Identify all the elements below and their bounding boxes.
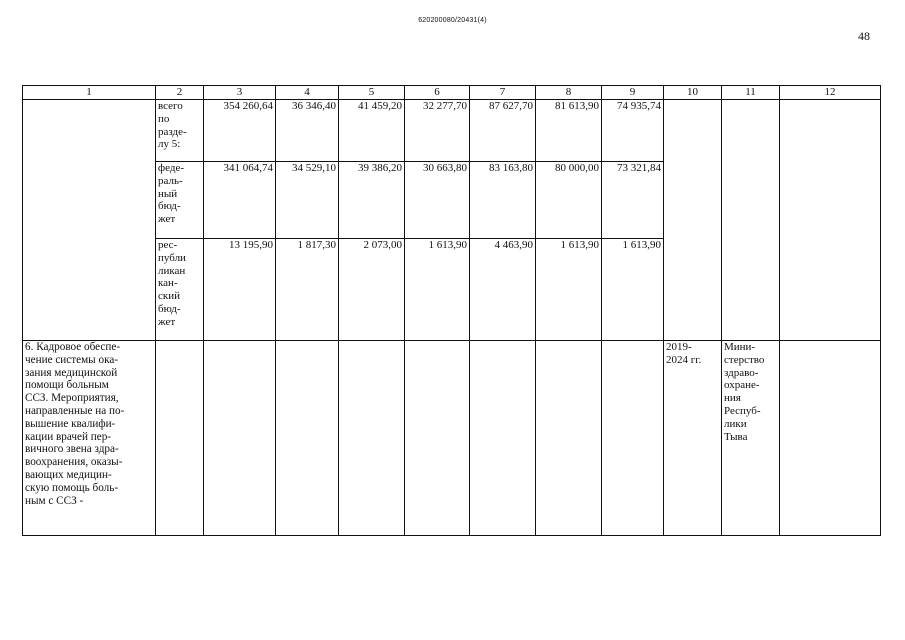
empty-cell: [722, 100, 780, 341]
value-cell: 354 260,64: [204, 100, 276, 162]
empty-cell: [664, 100, 722, 341]
implementation-period: 2019- 2024 гг.: [664, 341, 722, 536]
value-cell: 13 195,90: [204, 239, 276, 341]
value-cell: 73 321,84: [602, 162, 664, 239]
column-header: 6: [405, 86, 470, 100]
value-cell: 34 529,10: [276, 162, 339, 239]
value-cell: 341 064,74: [204, 162, 276, 239]
table-row-total: [23, 100, 881, 162]
value-cell: 36 346,40: [276, 100, 339, 162]
column-header: 9: [602, 86, 664, 100]
value-cell: 83 163,80: [470, 162, 536, 239]
empty-cell: [602, 341, 664, 536]
column-header: 5: [339, 86, 405, 100]
value-cell: 1 613,90: [536, 239, 602, 341]
funding-label: рес- публи ликан кан- ский бюд- жет: [156, 239, 204, 341]
section-6-description: 6. Кадровое обеспе- чение системы ока- зания медицинской помощи больным ССЗ. Мероприятия, направленные на по- вышение квалифи- кации врачей пер- вичного звена здра- воохранения, оказы- вающих медицин- скую помощь боль- ным с ССЗ -: [23, 341, 156, 536]
value-cell: 32 277,70: [405, 100, 470, 162]
empty-cell: [156, 341, 204, 536]
empty-cell: [780, 341, 881, 536]
column-number-row: [23, 86, 881, 100]
empty-cell: [23, 100, 156, 341]
empty-cell: [536, 341, 602, 536]
value-cell: 80 000,00: [536, 162, 602, 239]
empty-cell: [276, 341, 339, 536]
column-header: 10: [664, 86, 722, 100]
value-cell: 81 613,90: [536, 100, 602, 162]
value-cell: 30 663,80: [405, 162, 470, 239]
column-header: 1: [23, 86, 156, 100]
budget-table: [22, 85, 881, 536]
empty-cell: [204, 341, 276, 536]
value-cell: 1 817,30: [276, 239, 339, 341]
funding-label: всего по разде- лу 5:: [156, 100, 204, 162]
value-cell: 74 935,74: [602, 100, 664, 162]
page-number: 48: [858, 29, 870, 43]
value-cell: 41 459,20: [339, 100, 405, 162]
column-header: 8: [536, 86, 602, 100]
value-cell: 2 073,00: [339, 239, 405, 341]
column-header: 3: [204, 86, 276, 100]
value-cell: 39 386,20: [339, 162, 405, 239]
value-cell: 1 613,90: [602, 239, 664, 341]
empty-cell: [405, 341, 470, 536]
value-cell: 1 613,90: [405, 239, 470, 341]
column-header: 4: [276, 86, 339, 100]
value-cell: 87 627,70: [470, 100, 536, 162]
responsible-executor: Мини- стерство здраво- охране- ния Респуб- лики Тыва: [722, 341, 780, 536]
column-header: 12: [780, 86, 881, 100]
column-header: 2: [156, 86, 204, 100]
empty-cell: [780, 100, 881, 341]
funding-label: феде- раль- ный бюд- жет: [156, 162, 204, 239]
column-header: 7: [470, 86, 536, 100]
table-row-section-6: [23, 341, 881, 536]
empty-cell: [470, 341, 536, 536]
document-id: 620200080/20431(4): [418, 17, 487, 24]
empty-cell: [339, 341, 405, 536]
value-cell: 4 463,90: [470, 239, 536, 341]
column-header: 11: [722, 86, 780, 100]
